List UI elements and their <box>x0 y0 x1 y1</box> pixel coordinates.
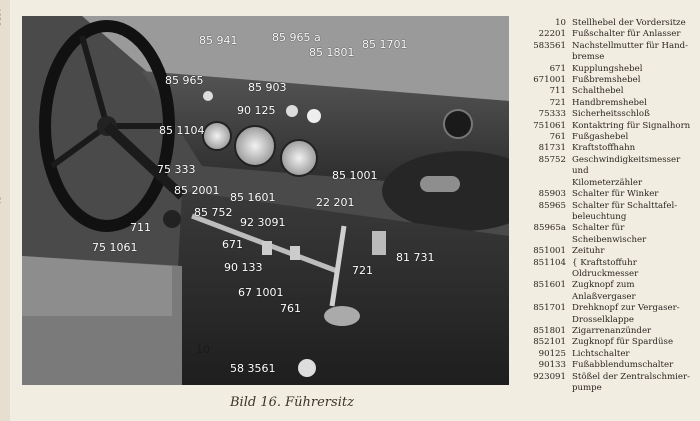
callout-85903: 85 903 <box>248 81 287 94</box>
legend-row <box>514 258 698 269</box>
legend-number: 85965 <box>538 200 566 211</box>
legend-text: Schalter für Winker <box>572 189 659 200</box>
callout-851601: 85 1601 <box>230 191 276 204</box>
callout-761: 761 <box>280 302 301 315</box>
legend-row <box>514 189 698 200</box>
legend-number: 852101 <box>533 337 566 348</box>
legend-number: 711 <box>549 86 566 97</box>
legend-row <box>514 86 698 97</box>
legend-number: 751061 <box>533 120 566 131</box>
legend-continuation: bremse <box>572 52 605 63</box>
callout-85965: 85 965 <box>165 74 204 87</box>
legend-number: 851601 <box>533 280 566 291</box>
callout-583561: 58 3561 <box>230 362 276 375</box>
legend-row <box>514 29 698 40</box>
legend-text: Fußbremshebel <box>572 75 641 86</box>
legend-text: Kraftstoffhahn <box>572 143 636 154</box>
parts-legend <box>514 18 698 394</box>
legend-number: 75333 <box>538 109 566 120</box>
legend-number: 90133 <box>538 360 566 371</box>
legend-number: 85752 <box>538 154 566 165</box>
legend-continuation: beleuchtung <box>572 211 627 222</box>
callout-90125: 90 125 <box>237 104 276 117</box>
legend-number: 851701 <box>533 303 566 314</box>
legend-row <box>514 280 698 303</box>
callout-22201: 22 201 <box>316 196 355 209</box>
edge-mark-2 <box>0 196 1 205</box>
legend-text: Fußgashebel <box>572 132 629 143</box>
legend-row <box>514 223 698 246</box>
legend-number: 85903 <box>538 189 566 200</box>
legend-text: Geschwindigkeitsmesser und <box>572 154 681 177</box>
callout-852001: 85 2001 <box>174 184 220 197</box>
callout-851104: 85 1104 <box>159 124 205 137</box>
legend-continuation: pumpe <box>572 383 602 393</box>
legend-row <box>514 201 698 212</box>
legend-text: Drehknopf zur Vergaser- <box>572 303 680 314</box>
legend-row <box>514 349 698 360</box>
legend-continuation: Drosselklappe <box>572 314 634 325</box>
legend-row <box>514 337 698 348</box>
legend-row <box>514 303 698 314</box>
callout-851001: 85 1001 <box>332 169 378 182</box>
legend-row <box>514 360 698 371</box>
callout-10: 10 <box>196 343 210 356</box>
legend-row <box>514 41 698 52</box>
edge-mark-1 <box>0 8 1 26</box>
legend-continuation: Oldruckmesser <box>572 268 639 279</box>
legend-continuation: Kilometerzähler <box>572 177 643 188</box>
legend-number: 923091 <box>533 371 566 382</box>
legend-number: 721 <box>549 97 566 108</box>
callout-851801: 85 1801 <box>309 46 355 59</box>
legend-number: 10 <box>555 18 566 28</box>
legend-number: 851104 <box>533 257 566 268</box>
legend-text: Zeituhr <box>572 246 605 257</box>
callout-751061: 75 1061 <box>92 241 138 254</box>
legend-text: Zigarrenanzünder <box>572 325 652 336</box>
callout-721: 721 <box>352 264 373 277</box>
legend-number: 671001 <box>533 75 566 86</box>
legend-row <box>514 326 698 337</box>
legend-text: Stößel der Zentralschmier- <box>572 371 691 382</box>
legend-text: Schalter für Scheibenwischer <box>572 223 647 245</box>
legend-text: Fußschalter für Anlasser <box>572 29 681 40</box>
legend-text: Nachstellmutter für Hand- <box>572 40 689 51</box>
legend-text: Kupplungshebel <box>572 63 643 74</box>
legend-text: Kontaktring für Signalhorn <box>572 120 691 131</box>
callout-85752: 85 752 <box>194 206 233 219</box>
callout-75333: 75 333 <box>157 163 196 176</box>
legend-row <box>514 98 698 109</box>
drivers-seat-photo <box>22 16 509 385</box>
legend-text: { Kraftstoffuhr <box>572 257 637 268</box>
callout-85941: 85 941 <box>199 34 238 47</box>
page-edge-marks <box>0 0 10 421</box>
legend-row <box>514 132 698 143</box>
legend-row <box>514 64 698 75</box>
legend-row <box>514 75 698 86</box>
legend-text: Zugknopf zum Anlaßvergaser <box>572 280 636 302</box>
legend-number: 851801 <box>533 325 566 336</box>
legend-row <box>514 372 698 383</box>
legend-text: Zugknopf für Spardüse <box>572 337 674 348</box>
legend-number: 761 <box>549 132 566 143</box>
legend-text: Sicherheitsschloß <box>572 109 650 120</box>
legend-text: Schalthebel <box>572 86 624 97</box>
legend-text: Fußabblendumschalter <box>572 360 674 371</box>
legend-row <box>514 109 698 120</box>
callout-923091: 92 3091 <box>240 216 286 229</box>
callout-711: 711 <box>130 221 151 234</box>
legend-text: Schalter für Schalttafel- <box>572 200 678 211</box>
legend-number: 90125 <box>538 348 566 359</box>
legend-row <box>514 143 698 154</box>
legend-number: 583561 <box>533 40 566 51</box>
legend-text: Lichtschalter <box>572 348 630 359</box>
callout-90133: 90 133 <box>224 261 263 274</box>
legend-row <box>514 246 698 257</box>
legend-number: 85965a <box>533 223 566 234</box>
callout-85965a: 85 965 a <box>272 31 321 44</box>
legend-row <box>514 121 698 132</box>
legend-number: 671 <box>549 63 566 74</box>
legend-number: 851001 <box>533 246 566 257</box>
callout-851701: 85 1701 <box>362 38 408 51</box>
callout-671: 671 <box>222 238 243 251</box>
figure-caption: Bild 16. Führersitz <box>230 395 354 410</box>
legend-number: 81731 <box>538 143 566 154</box>
legend-number: 22201 <box>538 29 566 40</box>
legend-row <box>514 18 698 29</box>
callout-671001: 67 1001 <box>238 286 284 299</box>
legend-row <box>514 155 698 178</box>
legend-text: Handbremshebel <box>572 97 647 108</box>
legend-text: Stellhebel der Vordersitze <box>572 18 686 28</box>
callout-81731: 81 731 <box>396 251 435 264</box>
